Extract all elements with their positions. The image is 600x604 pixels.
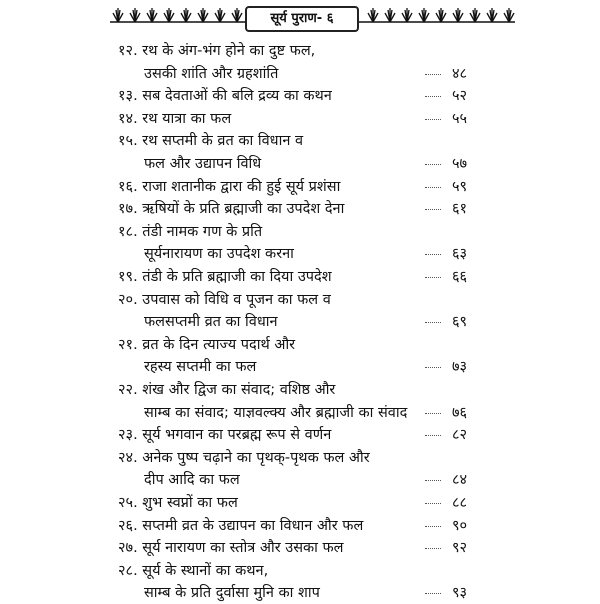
toc-entry-text: फल और उद्यापन विधि [144,156,262,172]
toc-line [0,447,600,469]
dot-leader [425,119,441,121]
toc-line [0,537,600,559]
toc-line [0,289,600,311]
dot-leader [425,593,441,595]
toc-line [0,424,600,446]
dot-leader [425,74,441,76]
toc-entry-text: १५. रथ सप्तमी के व्रत का विधान व [118,133,304,150]
toc-entry-text: १९. तंडी के प्रति ब्रह्माजी का दिया उपदेश [118,269,332,285]
dot-leader [425,322,441,324]
toc-page-number: ६१ [452,201,468,218]
toc-line [0,311,600,333]
toc-page-number: ५५ [452,110,468,127]
toc-entry-text: २५. शुभ स्वप्नों का फल [118,495,238,511]
toc-page-number: ९३ [452,585,468,602]
toc-page-number: ८८ [452,495,468,511]
toc-entry-text: १२. रथ के अंग-भंग होने का दुष्ट फल, [118,43,316,59]
dot-leader [425,435,441,437]
toc-entry-text: २२. शंख और द्विज का संवाद; वशिष्ठ और [118,382,336,398]
toc-page-number: ५२ [452,88,468,105]
toc-entry-text: १४. रथ यात्रा का फल [118,110,232,127]
toc-entry-text: २४. अनेक पुष्प चढ़ाने का पृथक्-पृथक फल और [118,449,370,466]
toc-page-number: ७३ [452,359,468,376]
toc-entry-text: सूर्यनारायण का उपदेश करना [144,246,294,263]
toc-entry-text: १८. तंडी नामक गण के प्रति [118,223,263,240]
dot-leader [425,503,441,505]
toc-line [0,198,600,220]
toc-entry-text: २७. सूर्य नारायण का स्तोत्र और उसका फल [118,540,344,557]
toc-entry-text: २६. सप्तमी व्रत के उद्यापन का विधान और फल [118,517,364,534]
toc-page-number: ८२ [452,427,468,444]
toc-entry-text: २१. व्रत के दिन त्याज्य पदार्थ और [118,336,296,353]
toc-entry-text: २८. सूर्य के स्थानों का कथन, [118,562,269,579]
dot-leader [425,209,441,211]
toc-line [0,108,600,130]
page-header-title: सूर्य पुराण- ६ [245,6,359,32]
toc-page-number: ५९ [452,178,468,195]
toc-line [0,85,600,107]
toc-line [0,153,600,175]
toc-line [0,356,600,378]
toc-line [0,243,600,265]
toc-line [0,560,600,582]
toc-line [0,469,600,491]
toc-line [0,515,600,537]
toc-line [0,63,600,85]
toc-entry-text: रहस्य सप्तमी का फल [144,359,257,376]
dot-leader [425,480,441,482]
toc-page-number: ८४ [452,472,468,489]
toc-line [0,176,600,198]
toc-line [0,402,600,424]
toc-line [0,334,600,356]
toc-page-number: ६९ [452,314,468,331]
toc-page-number: ९२ [452,540,468,557]
toc-entry-text: साम्ब का संवाद; याज्ञवल्क्य और ब्रह्माजी का संवाद [144,404,408,421]
toc-page-number: ५७ [452,156,468,172]
toc-entry-text: फलसप्तमी व्रत का विधान [144,314,278,331]
dot-leader [425,96,441,98]
toc-page-number: ९० [452,517,468,534]
toc-page-number: ६३ [452,246,468,263]
toc-line [0,266,600,288]
toc-entry-text: १३. सब देवताओं की बलि द्रव्य का कथन [118,88,332,105]
dot-leader [425,413,441,415]
toc-line [0,379,600,401]
toc-entry-text: उसकी शांति और ग्रहशांति [144,65,279,82]
toc-entry-text: दीप आदि का फल [144,472,240,489]
dot-leader [425,254,441,256]
toc-line [0,492,600,514]
toc-line [0,40,600,62]
toc-entry-text: २३. सूर्य भगवान का परब्रह्म रूप से वर्णन [118,427,332,444]
toc-line [0,221,600,243]
toc-entry-text: साम्ब के प्रति दुर्वासा मुनि का शाप [144,585,320,602]
dot-leader [425,187,441,189]
toc-page-number: ६६ [452,269,468,285]
dot-leader [425,526,441,528]
toc-line [0,130,600,152]
toc-entry-text: १७. ऋषियों के प्रति ब्रह्माजी का उपदेश देना [118,201,345,218]
dot-leader [425,367,441,369]
toc-page-number: ४८ [452,65,468,82]
dot-leader [425,548,441,550]
toc-entry-text: १६. राजा शतानीक द्वारा की हुई सूर्य प्रशंसा [118,178,341,195]
dot-leader [425,164,441,166]
toc-entry-text: २०. उपवास को विधि व पूजन का फल व [118,291,331,308]
toc-line [0,582,600,604]
dot-leader [425,277,441,279]
toc-page-number: ७६ [452,404,468,421]
